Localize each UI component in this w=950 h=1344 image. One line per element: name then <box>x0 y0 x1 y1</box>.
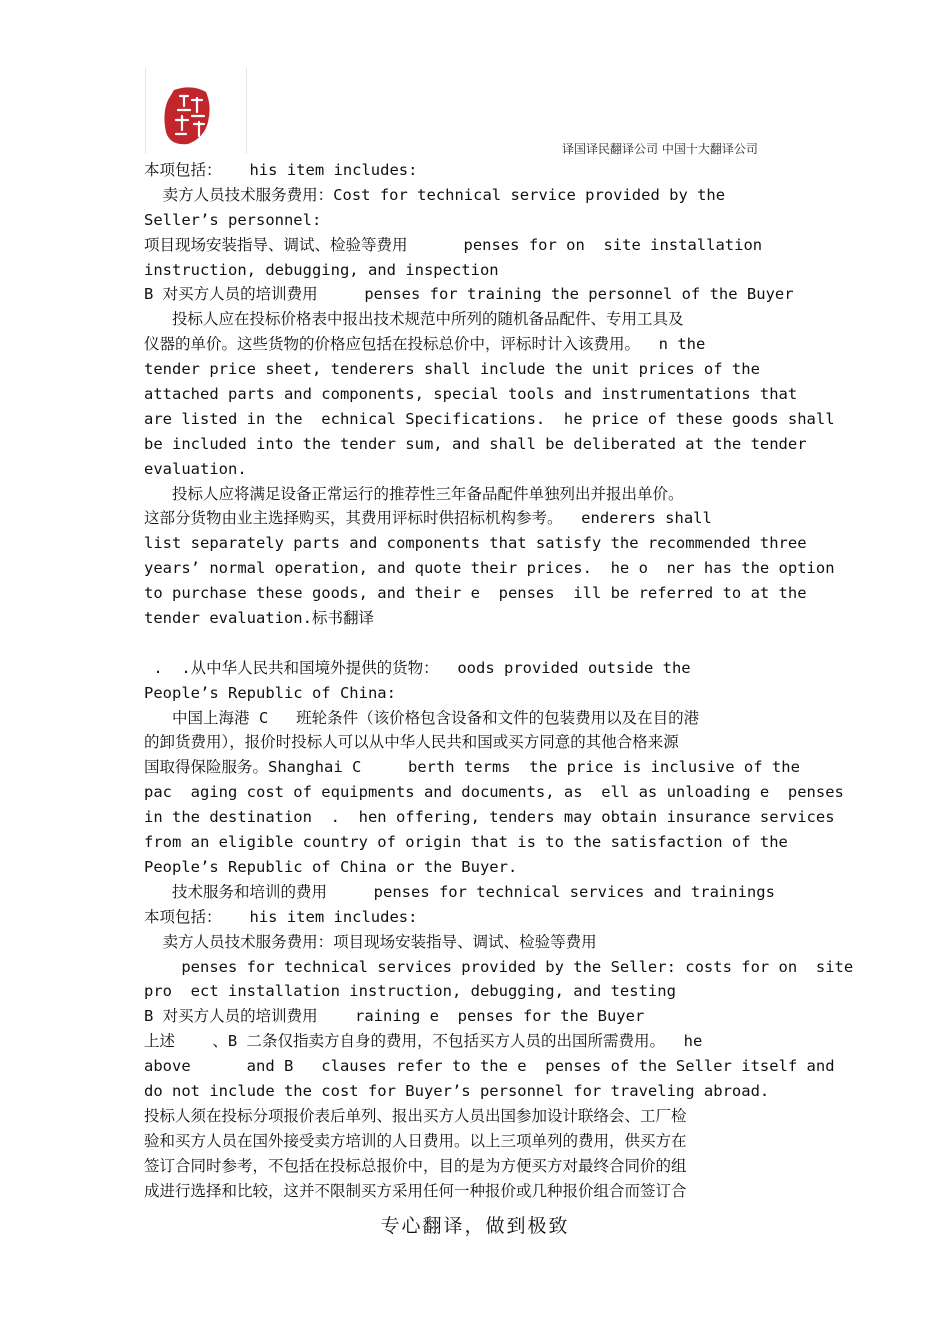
body-line: 卖方人员技术服务费用：项目现场安装指导、调试、检验等费用 <box>144 932 597 951</box>
body-line: be included into the tender sum, and shall be deliberated at the tender <box>144 434 807 453</box>
body-line: 本项包括： his item includes: <box>144 161 418 179</box>
body-line: instruction, debugging, and inspection <box>144 260 499 279</box>
body-line: . .从中华人民共和国境外提供的货物： oods provided outside the <box>144 658 691 677</box>
body-line: are listed in the echnical Specifications. he price of these goods shall <box>144 409 835 428</box>
body-line: evaluation. <box>144 459 247 478</box>
body-line: 投标人须在投标分项报价表后单列、报出买方人员出国参加设计联络会、工厂检 <box>144 1106 687 1125</box>
document-body <box>144 158 854 1203</box>
body-line: penses for technical services provided by the Seller: costs for on site <box>144 957 854 976</box>
body-line: B 对买方人员的培训费用 raining e penses for the Buyer <box>144 1007 645 1026</box>
company-logo-box <box>145 68 247 154</box>
body-line: 投标人应在投标价格表中报出技术规范中所列的随机备品配件、专用工具及 <box>144 310 684 329</box>
body-line: do not include the cost for Buyer’s personnel for traveling abroad. <box>144 1081 770 1100</box>
body-line: 技术服务和培训的费用 penses for technical services and trainings <box>144 882 775 901</box>
body-line: 投标人应将满足设备正常运行的推荐性三年备品配件单独列出并报出单价。 <box>144 484 684 503</box>
header-company-name: 译国译民翻译公司 中国十大翻译公司 <box>562 142 758 156</box>
body-line: 这部分货物由业主选择购买，其费用评标时供招标机构参考。 enderers shall <box>144 509 712 528</box>
body-line: 仪器的单价。这些货物的价格应包括在投标总价中，评标时计入该费用。 n the <box>144 335 706 354</box>
body-line: attached parts and components, special tools and instrumentations that <box>144 385 798 404</box>
body-line: People’s Republic of China or the Buyer. <box>144 857 518 876</box>
body-line <box>144 631 854 656</box>
body-line: tender price sheet, tenderers shall include the unit prices of the <box>144 360 760 379</box>
body-line: 中国上海港 C 班轮条件（该价格包含设备和文件的包装费用以及在目的港 <box>144 708 700 727</box>
body-line: pac aging cost of equipments and documents, as ell as unloading e penses <box>144 783 844 802</box>
body-line: 的卸货费用），报价时投标人可以从中华人民共和国或买方同意的其他合格来源 <box>144 733 679 752</box>
body-line: 国取得保险服务。Shanghai C berth terms the price is inclusive of the <box>144 758 800 777</box>
body-line: tender evaluation.标书翻译 <box>144 609 374 628</box>
body-line: B 对买方人员的培训费用 penses for training the personnel of the Buyer <box>144 285 794 304</box>
body-line: 项目现场安装指导、调试、检验等费用 penses for on site installation <box>144 235 763 254</box>
body-line: from an eligible country of origin that is to the satisfaction of the <box>144 833 788 852</box>
footer-slogan: 专心翻译，做到极致 <box>380 1215 570 1237</box>
body-line: 卖方人员技术服务费用：Cost for technical service provided by the <box>144 185 726 204</box>
body-line: pro ect installation instruction, debugging, and testing <box>144 982 676 1001</box>
body-line: 验和买方人员在国外接受卖方培训的人日费用。以上三项单列的费用，供买方在 <box>144 1131 687 1150</box>
seal-logo-icon <box>162 86 212 146</box>
body-line: in the destination . hen offering, tenders may obtain insurance services <box>144 808 835 827</box>
body-line: list separately parts and components that satisfy the recommended three <box>144 534 807 553</box>
body-line: to purchase these goods, and their e penses ill be referred to at the <box>144 584 807 603</box>
body-line: 本项包括： his item includes: <box>144 907 418 926</box>
body-line: People’s Republic of China: <box>144 683 396 702</box>
body-line: years’ normal operation, and quote their prices. he o ner has the option <box>144 559 835 578</box>
body-line: above and B clauses refer to the e penses of the Seller itself and <box>144 1057 835 1076</box>
body-line: Seller’s personnel: <box>144 210 322 229</box>
body-line: 上述 、B 二条仅指卖方自身的费用，不包括买方人员的出国所需费用。 he <box>144 1032 703 1051</box>
body-line: 成进行选择和比较，这并不限制买方采用任何一种报价或几种报价组合而签订合 <box>144 1181 687 1200</box>
body-line: 签订合同时参考，不包括在投标总报价中，目的是为方便买方对最终合同价的组 <box>144 1156 687 1175</box>
